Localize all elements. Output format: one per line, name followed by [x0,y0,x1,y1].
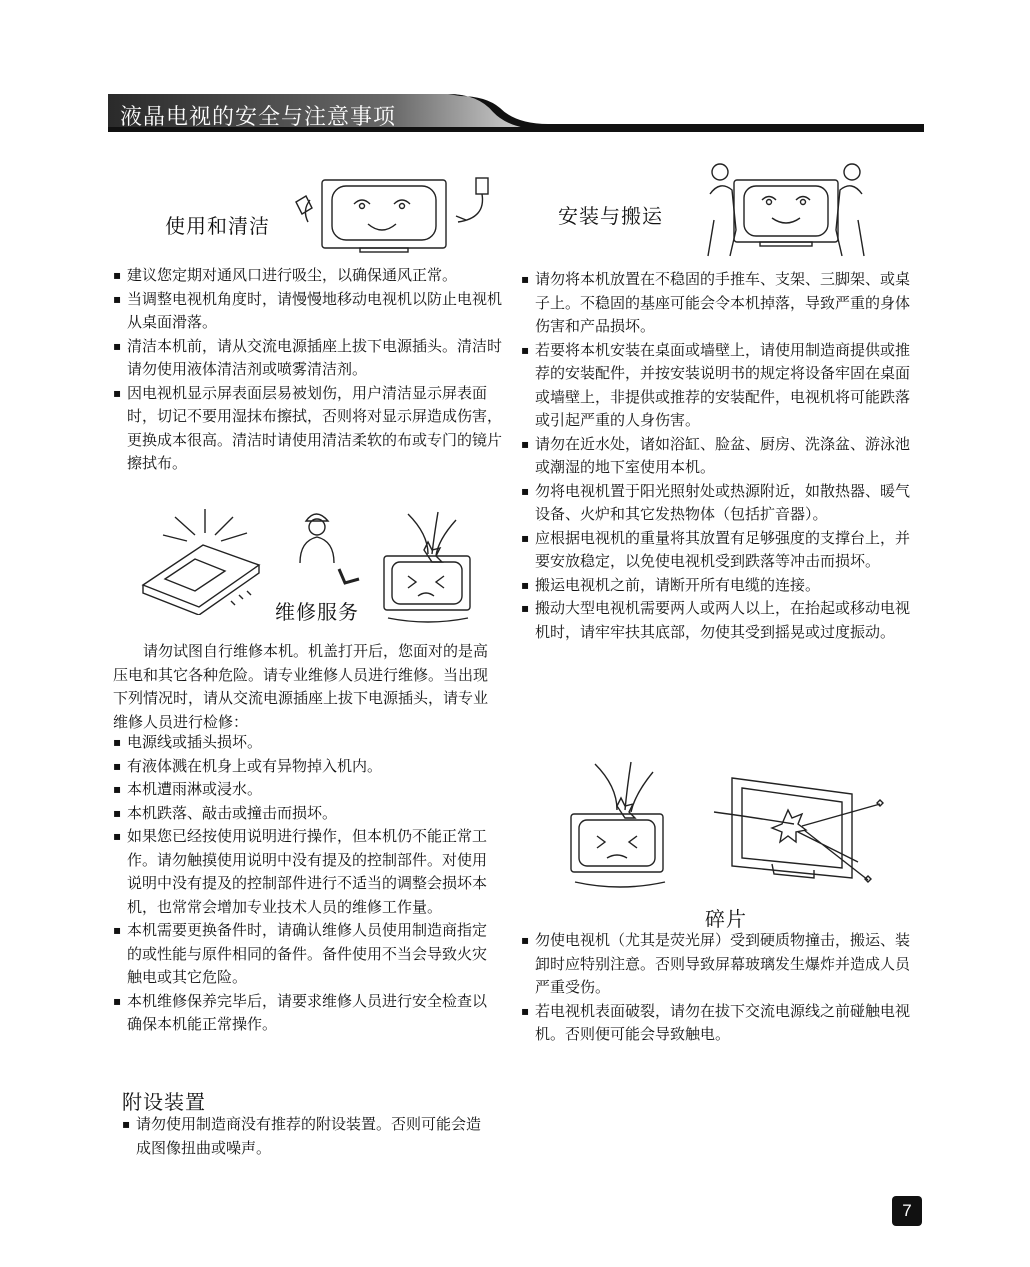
list-item: ▪ 若要将本机安装在桌面或墙壁上，请使用制造商提供或推荐的安装配件，并按安装说明书的规定将设备牢固在桌面或墙壁上，非提供或推荐的安装配件，电视机将可能跌落或引起严重的人身伤害。 [521,339,916,433]
accessories-list [122,1113,492,1160]
service-list [113,731,500,1037]
list-item: ▪ 搬运电视机之前，请断开所有电缆的连接。 [521,574,916,598]
list-item: ▪ 本机需要更换备件时，请确认维修人员使用制造商指定的或性能与原件相同的备件。备件使用不当会导致火灾触电或其它危险。 [113,919,500,990]
list-item: ▪ 有液体溅在机身上或有异物掉入机内。 [113,755,500,779]
section-title-shards: 碎片 [705,907,747,931]
list-item: ▪ 请勿在近水处，诸如浴缸、脸盆、厨房、洗涤盆、游泳池或潮湿的地下室使用本机。 [521,433,916,480]
tv-impact-icon [712,772,887,890]
list-item: ▪ 请勿使用制造商没有推荐的附设装置。否则可能会造成图像扭曲或噪声。 [122,1113,492,1160]
list-item: ▪ 如果您已经按使用说明进行操作，但本机仍不能正常工作。请勿触摸使用说明中没有提及的控制部件。对使用说明中没有提及的控制部件进行不适当的调整会损坏本机，也常常会增加专业技术人员的维修工作量。 [113,825,500,919]
technician-icon [292,505,342,565]
list-item: ▪ 请勿将本机放置在不稳固的手推车、支架、三脚架、或桌子上。不稳固的基座可能会令本机掉落，导致严重的身体伤害和产品损坏。 [521,268,916,339]
page-number: 7 [892,1196,922,1226]
list-item: ▪ 若电视机表面破裂，请勿在拔下交流电源线之前碰触电视机。否则便可能会导致触电。 [521,1000,916,1047]
section-title-install: 安装与搬运 [558,204,663,228]
shards-list [521,929,916,1047]
list-item: ▪ 当调整电视机角度时，请慢慢地移动电视机以防止电视机从桌面滑落。 [113,288,508,335]
list-item: ▪ 本机遭雨淋或浸水。 [113,778,500,802]
install-list [521,268,916,644]
tv-shocked-icon [378,510,478,625]
list-item: ▪ 应根据电视机的重量将其放置有足够强度的支撑台上，并要安放稳定，以免使电视机受到跌落等冲击而损坏。 [521,527,916,574]
section-title-use-clean: 使用和清洁 [165,214,270,238]
list-item: ▪ 本机跌落、敲击或撞击而损坏。 [113,802,500,826]
page-title: 液晶电视的安全与注意事项 [120,105,397,130]
list-item: ▪ 搬动大型电视机需要两人或两人以上，在抬起或移动电视机时，请牢牢扶其底部，勿使其受到摇晃或过度振动。 [521,597,916,644]
section-title-service: 维修服务 [275,600,359,624]
list-item: ▪ 建议您定期对通风口进行吸尘，以确保通风正常。 [113,264,508,288]
list-item: ▪ 清洁本机前，请从交流电源插座上拔下电源插头。清洁时请勿使用液体清洁剂或喷雾清洁剂。 [113,335,508,382]
list-item: ▪ 勿将电视机置于阳光照射处或热源附近，如散热器、暖气设备、火炉和其它发热物体（包括扩音器）。 [521,480,916,527]
use-clean-list [113,264,508,476]
section-title-accessories: 附设装置 [122,1090,206,1114]
list-item: ▪ 电源线或插头损坏。 [113,731,500,755]
list-item: ▪ 勿使电视机（尤其是荧光屏）受到硬质物撞击，搬运、装卸时应特别注意。否则导致屏幕玻璃发生爆炸并造成人员严重受伤。 [521,929,916,1000]
tv-shocked-icon [565,760,675,890]
list-item: ▪ 本机维修保养完毕后，请要求维修人员进行安全检查以确保本机能正常操作。 [113,990,500,1037]
broken-tv-sparks-icon [135,505,275,615]
service-intro: 请勿试图自行维修本机。机盖打开后，您面对的是高压电和其它各种危险。请专业维修人员进行维修。当出现下列情况时，请从交流电源插座上拔下电源插头，请专业维修人员进行检修： [113,642,489,731]
tv-smiling-icon [290,172,495,262]
list-item: ▪ 因电视机显示屏表面层易被划伤，用户清洁显示屏表面时，切记不要用湿抹布擦拭，否则将对显示屏造成伤害，更换成本很高。清洁时请使用清洁柔软的布或专门的镜片擦拭布。 [113,382,508,476]
tv-carried-icon [700,160,875,260]
arrow-icon [335,565,365,590]
